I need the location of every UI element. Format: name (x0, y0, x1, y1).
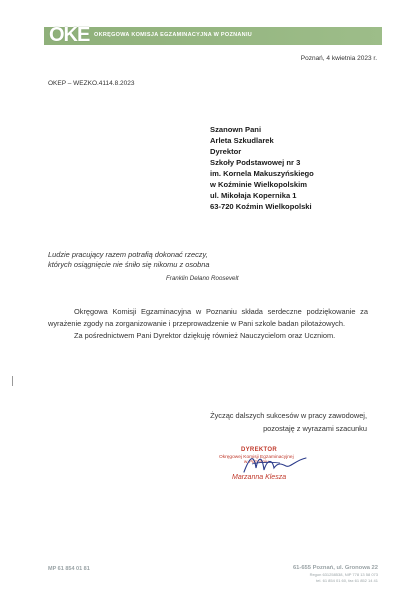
quote (48, 250, 209, 270)
body-paragraph: Okręgowa Komisji Egzaminacyjna w Poznaniu składa serdeczne podziękowanie za wyrażenie zgody na zorganizowanie i przeprowadzenie w Pani szkole badan pilotażowych. (48, 307, 368, 328)
footer-contact (260, 564, 378, 584)
logo-text: OKE (49, 24, 90, 46)
closing-line: Życząc dalszych sukcesów w pracy zawodowej, (210, 411, 367, 420)
letter-date: Poznań, 4 kwietnia 2023 r. (300, 55, 377, 62)
address-line: w Koźminie Wielkopolskim (210, 180, 307, 189)
address-line: im. Kornela Makuszyńskiego (210, 169, 314, 178)
footer-address: 61-655 Poznań, ul. Gronowa 22 (292, 565, 378, 571)
address-line: Szkoły Podstawowej nr 3 (210, 158, 301, 167)
footer-regon: Regon 631258538, NIP 778 13 58 073 (309, 572, 378, 577)
closing (167, 409, 367, 435)
footer-tel: tel. 61 854 01 60, fax 61 852 14 41 (316, 578, 378, 583)
recipient-address (210, 124, 314, 212)
margin-mark (12, 376, 13, 386)
address-line: ul. Mikołaja Kopernika 1 (210, 191, 297, 200)
letter-body (48, 306, 368, 342)
quote-line: Ludzie pracujący razem potrafią dokonać rzeczy, (48, 250, 208, 259)
quote-line: których osiągnięcie nie śniło się nikomu z osobna (48, 260, 210, 269)
oke-logo (49, 22, 89, 48)
closing-line: pozostaję z wyrazami szacunku (263, 424, 367, 433)
signature-name: Marzanna Klesza (232, 474, 287, 481)
address-line: Arleta Szkudlarek (210, 136, 274, 145)
address-line: Szanown Pani (210, 125, 262, 134)
address-line: Dyrektor (210, 147, 242, 156)
header-title: OKRĘGOWA KOMISJA EGZAMINACYJNA W POZNANIU (94, 32, 253, 38)
signature-org-line: w Poznaniu (243, 460, 269, 465)
address-line: 63-720 Koźmin Wielkopolski (210, 202, 312, 211)
footer-code: MP 61 854 01 81 (48, 566, 90, 572)
signature-org-line: Okręgowej Komisji Egzaminacyjnej (219, 455, 294, 460)
body-paragraph: Za pośrednictwem Pani Dyrektor dziękuję również Nauczycielom oraz Uczniom. (74, 331, 336, 341)
signature-title: DYREKTOR (241, 447, 277, 453)
reference-number: OKEP – WEZKO.4114.8.2023 (48, 80, 135, 87)
quote-author: Franklin Delano Roosevelt (166, 275, 239, 282)
